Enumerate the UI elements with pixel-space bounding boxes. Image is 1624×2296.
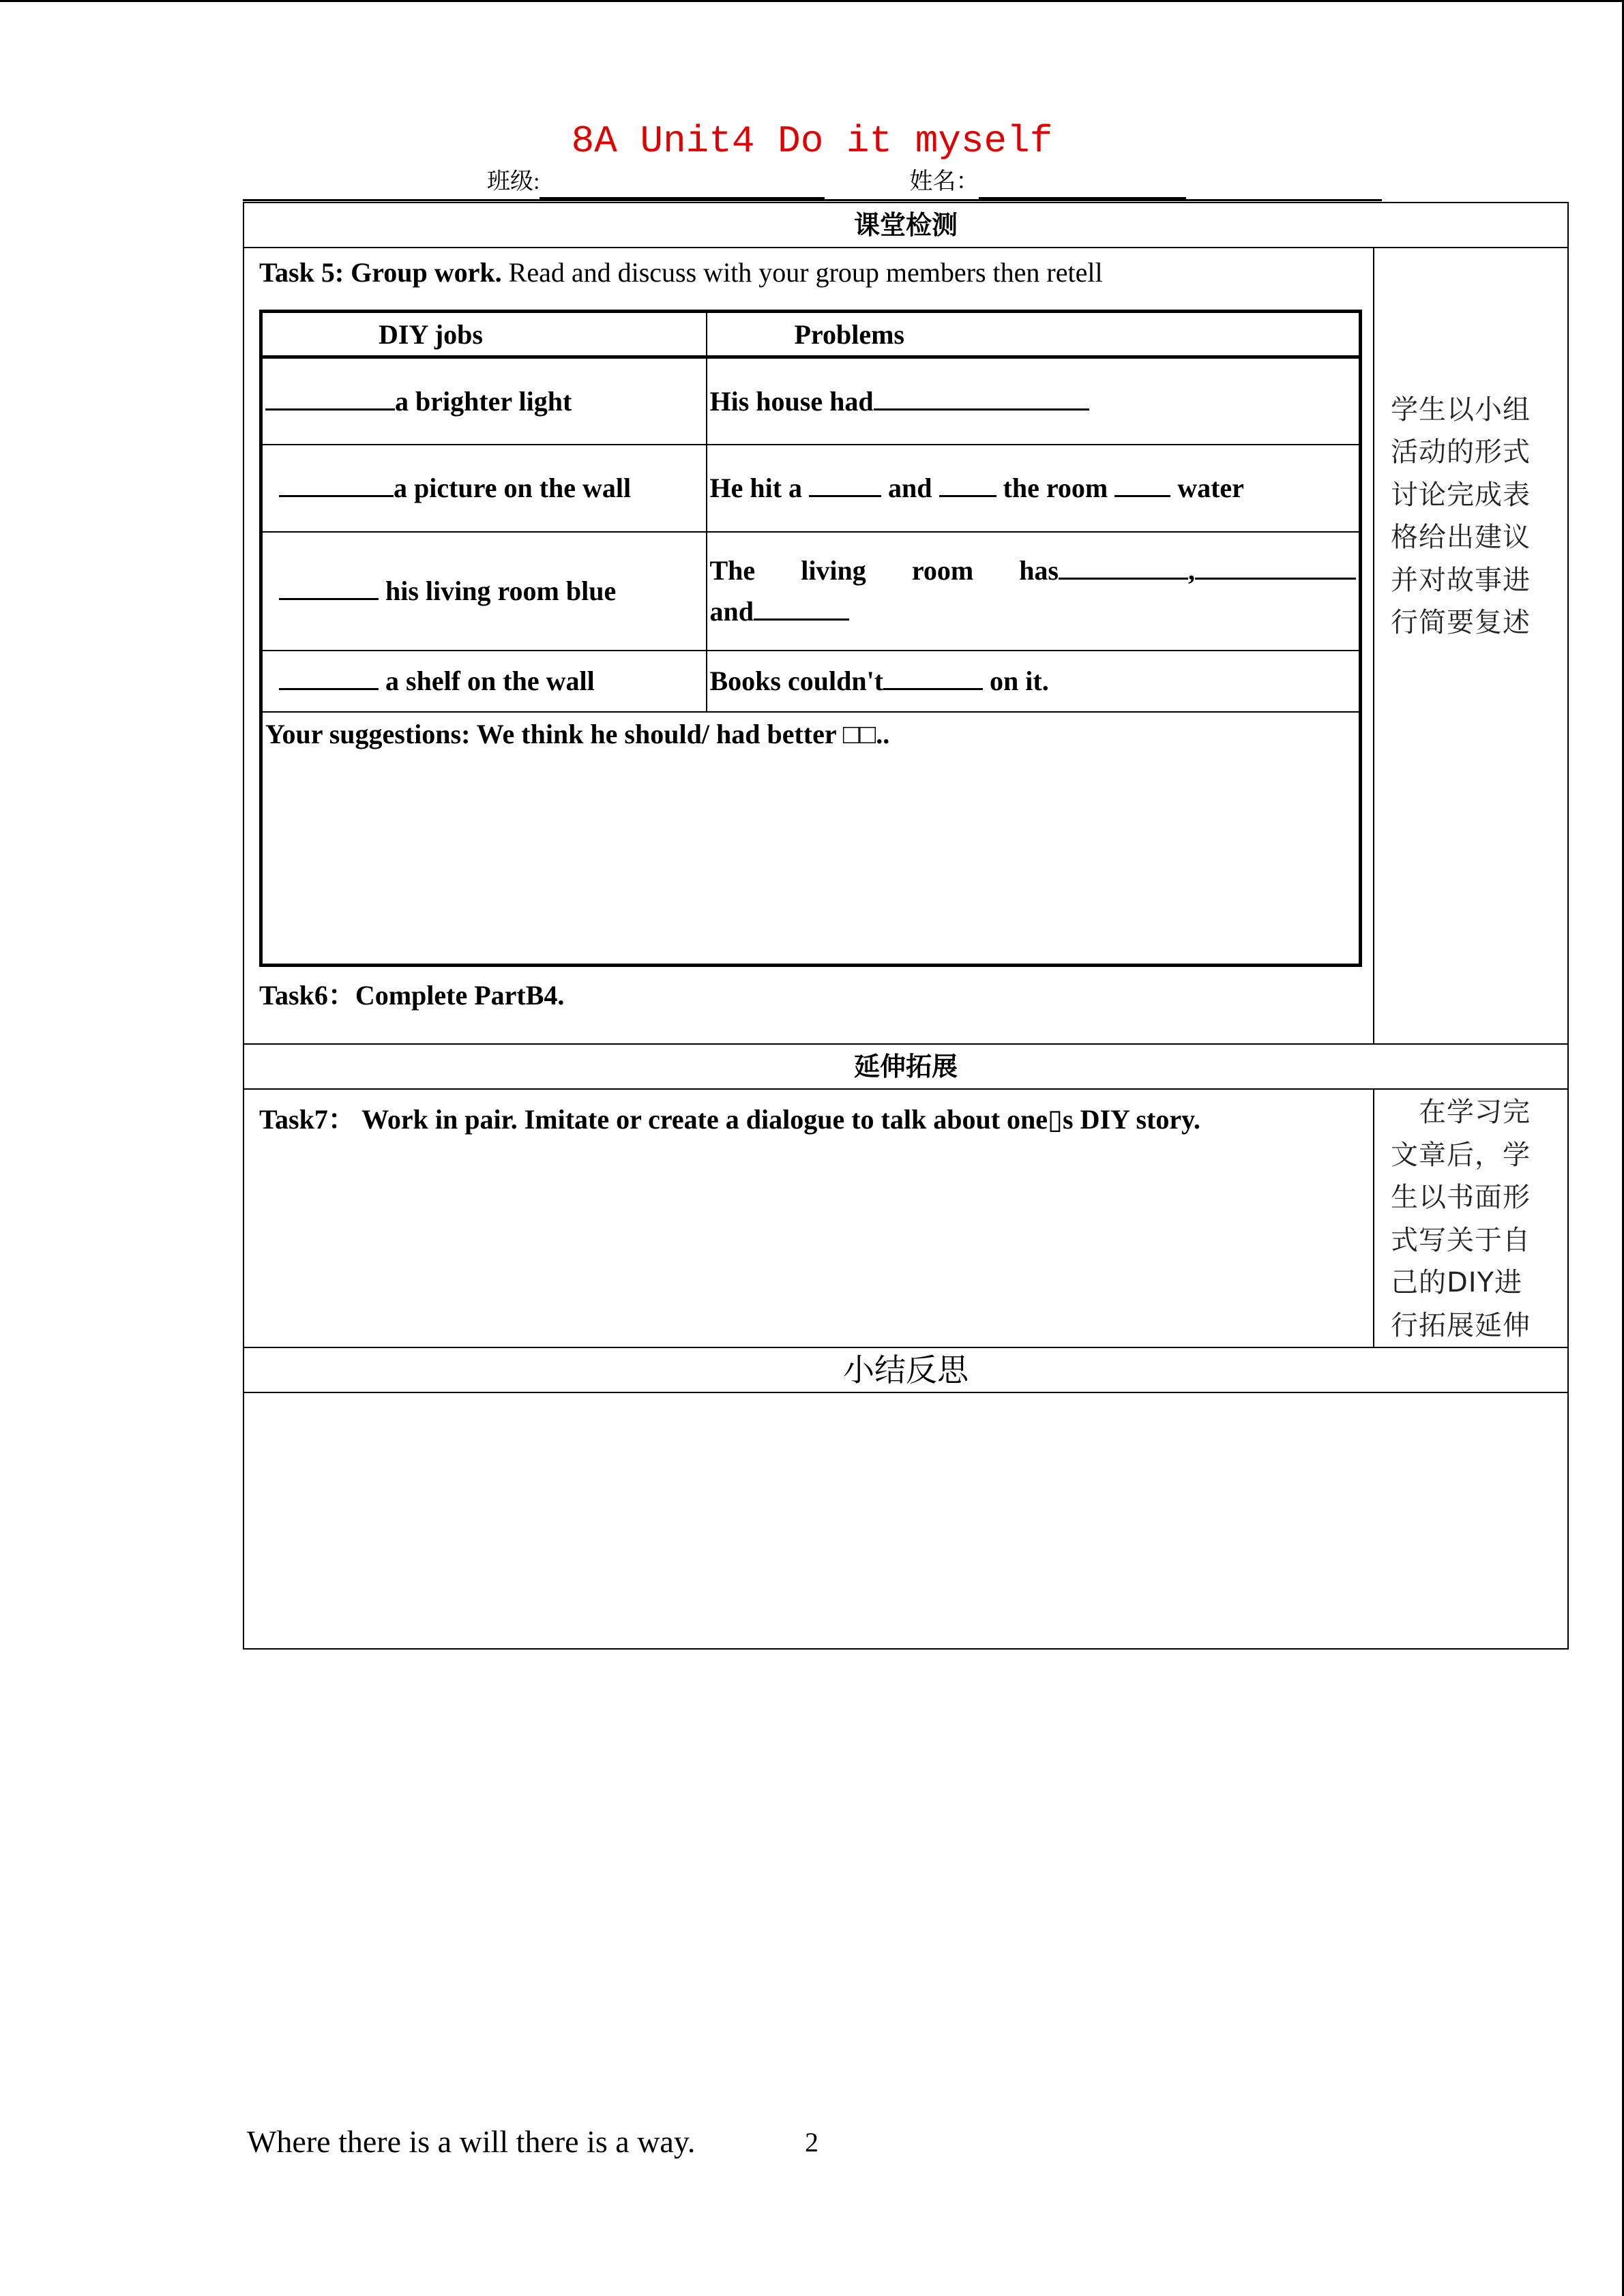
suggestions-prompt: Your suggestions: We think he should/ had better □□.. [265, 718, 890, 749]
job-text: a brighter light [395, 385, 572, 417]
job-cell [261, 651, 707, 712]
table-row [261, 651, 1361, 712]
problem-line [710, 591, 1357, 632]
task7-instruction: Task7： Work in pair. Imitate or create a dialogue to talk about one▯s DIY story. [259, 1104, 1200, 1135]
problem-text: on it. [983, 666, 1049, 696]
page-number: 2 [805, 2127, 818, 2158]
task7-cell[interactable] [243, 1089, 1374, 1347]
problem-blank[interactable] [883, 665, 983, 690]
problem-text: room [911, 554, 974, 586]
problem-cell [707, 445, 1361, 532]
problem-text: and [888, 473, 932, 503]
job-cell [261, 357, 707, 445]
job-blank[interactable] [265, 385, 395, 411]
job-blank[interactable] [279, 575, 379, 600]
problem-blank[interactable] [1195, 554, 1356, 580]
header-diy-jobs: DIY jobs [261, 312, 707, 357]
side-note-line: 式写关于自 [1391, 1224, 1531, 1256]
problem-text: water [1177, 473, 1244, 503]
footer-motto: Where there is a will there is a way. [247, 2124, 696, 2159]
side-note-line: 行简要复述 [1391, 607, 1531, 638]
task5-label: Task 5: Group work. [259, 257, 502, 288]
job-blank[interactable] [279, 472, 394, 497]
problem-cell [707, 357, 1361, 445]
header-rule [243, 199, 1382, 201]
job-text: his living room blue [385, 576, 617, 606]
problem-text: the room [1003, 473, 1108, 503]
problem-text: The [709, 554, 756, 586]
name-label: 姓名： [909, 169, 979, 194]
side-note-1 [1374, 248, 1568, 1044]
job-cell [261, 532, 707, 651]
side-note-line: 格给出建议 [1391, 522, 1531, 553]
job-cell [261, 445, 707, 532]
task5-instruction [259, 255, 1358, 290]
problem-blank[interactable] [874, 385, 1089, 411]
problem-text: He hit a [709, 473, 803, 503]
suggestions-cell[interactable] [261, 712, 1361, 966]
side-note-line: 行拓展延伸 [1391, 1309, 1531, 1341]
table-row [261, 357, 1361, 445]
job-text: a shelf on the wall [385, 666, 595, 696]
class-label: 班级: [487, 169, 540, 194]
problem-cell [707, 532, 1361, 651]
job-blank[interactable] [279, 665, 379, 690]
header-problems: Problems [707, 312, 1361, 357]
problem-text: and [709, 595, 754, 627]
class-blank[interactable] [540, 170, 825, 199]
problem-text: , [1188, 554, 1195, 586]
problem-text: Books couldn't [709, 666, 884, 696]
problem-cell [707, 651, 1361, 712]
table-row [261, 445, 1361, 532]
section-head-extend: 延伸拓展 [243, 1044, 1568, 1089]
side-note-line: 己的DIY进 [1391, 1267, 1523, 1298]
job-text: a picture on the wall [394, 473, 632, 503]
side-note-line: 活动的形式 [1391, 436, 1531, 468]
task5-cell [243, 248, 1374, 1044]
side-note-line: 文章后，学 [1391, 1139, 1531, 1171]
section-head-check: 课堂检测 [243, 203, 1568, 248]
summary-cell[interactable] [243, 1392, 1568, 1649]
document-title: 8A Unit4 Do it myself [571, 119, 1053, 163]
diy-table [259, 310, 1362, 967]
side-note-2 [1374, 1089, 1568, 1347]
side-note-line: 并对故事进 [1391, 564, 1531, 596]
side-note-line: 讨论完成表 [1391, 479, 1531, 511]
side-note-line: 学生以小组 [1391, 393, 1531, 426]
problem-blank[interactable] [939, 472, 996, 497]
table-row [261, 532, 1361, 651]
problem-text: living [801, 554, 866, 586]
task6-instruction: Task6：Complete PartB4. [259, 979, 565, 1011]
header-fields [487, 165, 1186, 199]
problem-blank[interactable] [1114, 472, 1170, 497]
name-blank[interactable] [979, 170, 1186, 199]
side-note-line: 在学习完 [1391, 1097, 1531, 1128]
side-note-line: 生以书面形 [1391, 1182, 1531, 1213]
problem-line [710, 550, 1357, 591]
task5-text: Read and discuss with your group members then retell [501, 257, 1103, 288]
page-top-border [0, 0, 1624, 2]
problem-text: has [1019, 554, 1059, 586]
worksheet-table [243, 202, 1569, 1650]
problem-blank[interactable] [754, 595, 849, 621]
problem-text: His house had [709, 385, 874, 417]
section-head-summary: 小结反思 [243, 1347, 1568, 1392]
problem-blank[interactable] [1059, 554, 1188, 580]
problem-blank[interactable] [809, 472, 881, 497]
